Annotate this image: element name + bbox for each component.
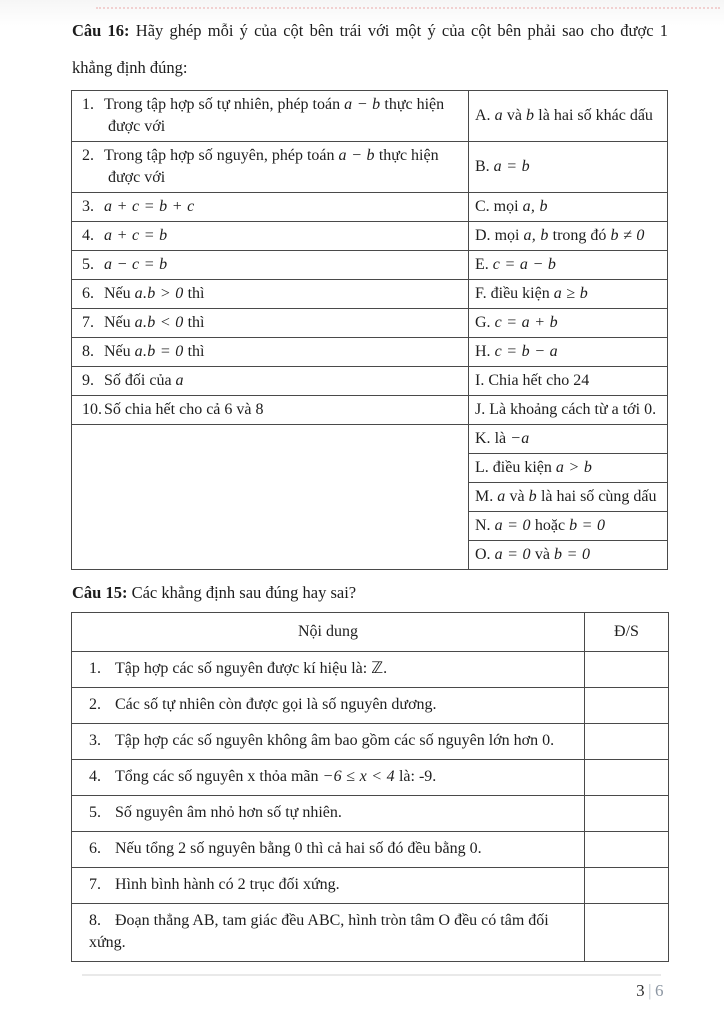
q16-left-cell xyxy=(72,251,469,280)
item-letter: H. xyxy=(475,343,491,360)
q15-row xyxy=(72,832,669,868)
math-expression: a = b xyxy=(493,158,530,175)
scan-artifact-dots xyxy=(96,7,720,9)
q16-row xyxy=(72,142,668,193)
text-segment: Tập hợp các số nguyên không âm bao gồm các số nguyên lớn hơn 0. xyxy=(115,732,555,749)
text-segment: điều kiện xyxy=(492,459,556,476)
item-letter: J. xyxy=(475,401,486,418)
math-expression: a − b xyxy=(344,96,381,113)
q15-ds-cell xyxy=(585,832,669,868)
q16-left-cell xyxy=(72,280,469,309)
q15-table-body xyxy=(72,652,669,962)
q15-row xyxy=(72,652,669,688)
q15-heading xyxy=(0,581,724,605)
q15-statement-cell xyxy=(72,832,585,868)
text-segment: mọi xyxy=(494,227,524,244)
text-segment: là xyxy=(494,430,511,447)
item-number: 4. xyxy=(89,768,101,785)
q15-statement-cell xyxy=(72,724,585,760)
q15-row xyxy=(72,796,669,832)
text-segment: Là khoảng cách từ a tới 0. xyxy=(489,401,657,418)
text-segment: hoặc xyxy=(530,517,570,534)
math-expression: b = 0 xyxy=(569,517,606,534)
math-expression: a − b xyxy=(338,147,375,164)
q15-row xyxy=(72,724,669,760)
math-expression: a − c = b xyxy=(104,256,168,273)
item-number: 7. xyxy=(89,876,101,893)
text-segment: là: -9. xyxy=(394,768,437,785)
q16-right-cell xyxy=(469,483,668,512)
q16-row xyxy=(72,222,668,251)
item-number: 5. xyxy=(89,804,101,821)
math-expression: c = b − a xyxy=(494,343,558,360)
math-expression: a = 0 xyxy=(494,546,531,563)
text-segment: Nếu tổng 2 số nguyên bằng 0 thì cả hai số đó đều bằng 0. xyxy=(115,840,482,857)
math-expression: a + c = b + c xyxy=(104,198,195,215)
q16-left-cell xyxy=(72,338,469,367)
total-pages: 6 xyxy=(655,981,664,1000)
math-expression: a, b xyxy=(522,198,548,215)
q16-prompt: Hãy ghép mỗi ý của cột bên trái với một ý của cột bên phải sao cho được 1 khẳng định đúng: xyxy=(72,21,669,77)
page-number xyxy=(636,981,664,1001)
q15-row xyxy=(72,868,669,904)
item-number: 8. xyxy=(82,343,94,360)
math-expression: a > b xyxy=(555,459,593,476)
math-expression: a xyxy=(494,107,503,124)
q16-left-text xyxy=(82,254,462,276)
q16-left-text xyxy=(82,370,462,392)
text-segment: thì xyxy=(183,314,205,331)
math-expression: c = a + b xyxy=(494,314,558,331)
item-letter: E. xyxy=(475,256,489,273)
q16-right-cell xyxy=(469,512,668,541)
item-letter: M. xyxy=(475,488,494,505)
q15-ds-cell xyxy=(585,652,669,688)
item-letter: L. xyxy=(475,459,489,476)
text-segment: Số nguyên âm nhỏ hơn số tự nhiên. xyxy=(115,804,342,821)
text-segment: Trong tập hợp số nguyên, phép toán xyxy=(104,147,339,164)
q15-row xyxy=(72,904,669,962)
math-expression: b xyxy=(525,107,535,124)
q16-heading xyxy=(0,12,724,86)
item-letter: B. xyxy=(475,158,490,175)
q15-table xyxy=(71,612,669,962)
text-segment: Tổng các số nguyên x thỏa mãn xyxy=(115,768,323,785)
q15-ds-cell xyxy=(585,760,669,796)
text-segment: Số đối của xyxy=(104,372,176,389)
q16-left-cell xyxy=(72,396,469,425)
item-number: 3. xyxy=(89,732,101,749)
math-expression: b = 0 xyxy=(553,546,591,563)
q15-row xyxy=(72,760,669,796)
q16-left-text xyxy=(82,145,462,189)
item-number: 9. xyxy=(82,372,94,389)
q16-row xyxy=(72,367,668,396)
text-segment: Nếu xyxy=(104,314,135,331)
q16-right-cell xyxy=(469,193,668,222)
item-number: 5. xyxy=(82,256,94,273)
q15-ds-cell xyxy=(585,904,669,962)
q16-right-cell xyxy=(469,425,668,454)
q16-right-cell xyxy=(469,222,668,251)
item-letter: K. xyxy=(475,430,491,447)
q16-left-cell xyxy=(72,142,469,193)
q16-right-cell xyxy=(469,251,668,280)
q16-row xyxy=(72,193,668,222)
q15-ds-cell xyxy=(585,796,669,832)
q16-row xyxy=(72,338,668,367)
math-expression: a + c = b xyxy=(104,227,168,244)
footer-divider xyxy=(82,974,661,976)
q16-right-cell xyxy=(469,541,668,570)
math-expression: a = 0 xyxy=(494,517,531,534)
q15-prompt: Các khẳng định sau đúng hay sai? xyxy=(131,583,357,602)
q16-left-empty-cell xyxy=(72,425,469,570)
item-number: 1. xyxy=(89,660,101,677)
q16-right-cell xyxy=(469,91,668,142)
q16-row xyxy=(72,280,668,309)
item-number: 3. xyxy=(82,198,94,215)
q16-label: Câu 16: xyxy=(72,21,130,40)
text-segment: trong đó xyxy=(548,227,611,244)
math-expression: −6 ≤ x < 4 xyxy=(322,768,395,785)
q15-statement-cell xyxy=(72,904,585,962)
q15-ds-cell xyxy=(585,724,669,760)
q15-statement-cell xyxy=(72,796,585,832)
q16-right-cell xyxy=(469,280,668,309)
item-letter: N. xyxy=(475,517,491,534)
q15-table-header xyxy=(72,613,669,652)
q16-left-cell xyxy=(72,309,469,338)
q16-right-cell xyxy=(469,367,668,396)
item-letter: G. xyxy=(475,314,491,331)
item-number: 8. xyxy=(89,912,101,929)
math-expression: a ≥ b xyxy=(553,285,588,302)
text-segment: Số chia hết cho cả 6 và 8 xyxy=(104,401,264,418)
math-expression: b ≠ 0 xyxy=(610,227,645,244)
text-segment: và xyxy=(502,107,526,124)
item-number: 2. xyxy=(82,147,94,164)
math-expression: a.b < 0 xyxy=(134,314,184,331)
item-number: 7. xyxy=(82,314,94,331)
item-letter: D. xyxy=(475,227,491,244)
text-segment: thực hiện được với xyxy=(108,147,439,186)
q16-right-cell xyxy=(469,142,668,193)
q15-statement-cell xyxy=(72,760,585,796)
q15-label: Câu 15: xyxy=(72,583,128,602)
q16-left-cell xyxy=(72,193,469,222)
q16-row xyxy=(72,309,668,338)
q16-right-cell xyxy=(469,309,668,338)
q16-left-text xyxy=(82,312,462,334)
q16-table xyxy=(71,90,668,570)
text-segment: Hình bình hành có 2 trục đối xứng. xyxy=(115,876,340,893)
q16-left-text xyxy=(82,283,462,305)
q16-left-text xyxy=(82,399,462,421)
text-segment: mọi xyxy=(493,198,523,215)
q16-left-text xyxy=(82,225,462,247)
item-number: 10. xyxy=(82,401,102,418)
q16-left-text xyxy=(82,341,462,363)
q16-row xyxy=(72,91,668,142)
q16-left-cell xyxy=(72,91,469,142)
text-segment: Trong tập hợp số tự nhiên, phép toán xyxy=(104,96,345,113)
item-number: 2. xyxy=(89,696,101,713)
item-number: 1. xyxy=(82,96,94,113)
q15-header-row xyxy=(72,613,669,652)
math-expression: −a xyxy=(510,430,530,447)
q15-statement-cell xyxy=(72,652,585,688)
item-letter: F. xyxy=(475,285,487,302)
q15-statement-cell xyxy=(72,868,585,904)
math-expression: a.b > 0 xyxy=(134,285,184,302)
text-segment: là hai số khác dấu xyxy=(534,107,653,124)
text-segment: điều kiện xyxy=(490,285,554,302)
page-separator: | xyxy=(648,981,652,1000)
q16-right-cell xyxy=(469,338,668,367)
item-letter: I. xyxy=(475,372,485,389)
q16-left-cell xyxy=(72,367,469,396)
text-segment: Nếu xyxy=(104,285,135,302)
q15-ds-cell xyxy=(585,688,669,724)
text-segment: thì xyxy=(183,285,205,302)
q15-row xyxy=(72,688,669,724)
q16-row xyxy=(72,425,668,454)
q16-left-text xyxy=(82,94,462,138)
item-letter: C. xyxy=(475,198,490,215)
text-segment: thực hiện được với xyxy=(108,96,445,135)
q15-ds-cell xyxy=(585,868,669,904)
q16-right-cell xyxy=(469,396,668,425)
math-expression: a.b = 0 xyxy=(134,343,184,360)
q15-header-content: Nội dung xyxy=(72,613,585,652)
item-number: 4. xyxy=(82,227,94,244)
text-segment: Các số tự nhiên còn được gọi là số nguyên dương. xyxy=(115,696,437,713)
item-letter: O. xyxy=(475,546,491,563)
text-segment: là hai số cùng dấu xyxy=(536,488,657,505)
item-number: 6. xyxy=(89,840,101,857)
text-segment: thì xyxy=(183,343,205,360)
q15-statement-cell xyxy=(72,688,585,724)
math-expression: c = a − b xyxy=(492,256,557,273)
text-segment: Tập hợp các số nguyên được kí hiệu là: ℤ. xyxy=(115,660,388,677)
math-expression: b xyxy=(528,488,537,505)
item-number: 6. xyxy=(82,285,94,302)
q16-right-cell xyxy=(469,454,668,483)
q15-header-ds: Đ/S xyxy=(585,613,669,652)
math-expression: a xyxy=(497,488,506,505)
text-segment: Chia hết cho 24 xyxy=(488,372,590,389)
text-segment: và xyxy=(530,546,554,563)
q16-row xyxy=(72,251,668,280)
q16-left-cell xyxy=(72,222,469,251)
math-expression: a, b xyxy=(523,227,549,244)
item-letter: A. xyxy=(475,107,491,124)
current-page: 3 xyxy=(636,981,646,1000)
text-segment: Đoạn thẳng AB, tam giác đều ABC, hình tròn tâm O đều có tâm đối xứng. xyxy=(89,912,549,951)
math-expression: a xyxy=(175,372,184,389)
q16-row xyxy=(72,396,668,425)
text-segment: Nếu xyxy=(104,343,135,360)
q16-table-body xyxy=(72,91,668,570)
text-segment: và xyxy=(505,488,529,505)
q16-left-text xyxy=(82,196,462,218)
